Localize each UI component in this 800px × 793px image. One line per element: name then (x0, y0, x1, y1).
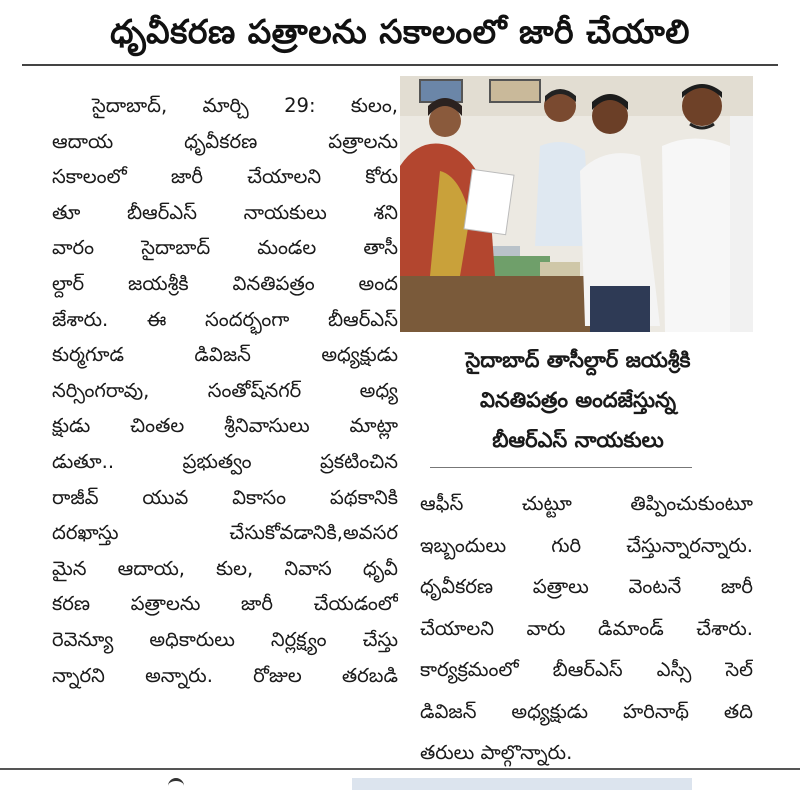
article-line: సకాలంలో జారీ చేయాలని కోరు (52, 165, 398, 189)
article-line: జేశారు. ఈ సందర్భంగా బీఆర్ఎస్ (52, 307, 398, 331)
article-line: చేయాలని వారు డిమాండ్ చేశారు. (420, 616, 753, 640)
article-line: కార్యక్రమంలో బీఆర్ఎస్ ఎస్సీ సెల్ (420, 658, 753, 681)
article-line: రెవెన్యూ అధికారులు నిర్లక్ష్యం చేస్తు (52, 627, 398, 651)
article-line: ఆదాయ ధృవీకరణ పత్రాలను (52, 129, 398, 153)
article-left-column (52, 88, 398, 693)
article-line: డుతూ.. ప్రభుత్వం ప్రకటించిన (52, 449, 398, 473)
article-line: రాజీవ్ యువ వికాసం పథకానికి (52, 485, 398, 509)
headline-rule (22, 64, 778, 66)
photo-caption (402, 340, 754, 460)
article-line: క్షుడు చింతల శ్రీనివాసులు మాట్లా (52, 414, 398, 438)
caption-line: వినతిపత్రం అందజేస్తున్న (480, 388, 676, 412)
caption-line: సైదాబాద్ తాసీల్దార్ జయశ్రీకి (465, 348, 691, 372)
article-line: సైదాబాద్, మార్చి 29: కులం, (92, 94, 398, 117)
article-line: కుర్మగూడ డివిజన్ అధ్యక్షుడు (52, 343, 398, 367)
article-line: దరఖాస్తు చేసుకోవడానికి,అవసర (52, 521, 398, 545)
article-line: డివిజన్ అధ్యక్షుడు హరినాథ్ తది (420, 699, 753, 723)
article-right-column (420, 483, 753, 774)
article-line: ధృవీకరణ పత్రాలు వెంటనే జారీ (420, 575, 753, 598)
article-line: వారం సైదాబాద్ మండల తాసీ (52, 236, 398, 260)
caption-divider (430, 467, 692, 468)
news-photo-illustration (400, 76, 753, 332)
next-article-bar (352, 778, 692, 790)
headline: ధృవీకరణ పత్రాలను సకాలంలో జారీ చేయాలి (110, 12, 690, 51)
article-line: తరులు పాల్గొన్నారు. (420, 741, 573, 764)
caption-line: బీఆర్ఎస్ నాయకులు (492, 428, 664, 452)
article-line: న్నారని అన్నారు. రోజుల తరబడి (52, 663, 398, 687)
page-bottom-rule (0, 768, 800, 770)
article-line: ఇబ్బందులు గురి చేస్తున్నారన్నారు. (420, 533, 753, 557)
article-line: ల్దార్ జయశ్రీకి వినతిపత్రం అంద (52, 271, 398, 295)
news-photo (400, 76, 753, 332)
article-line: నర్సింగరావు, సంతోష్‌నగర్ అధ్య (52, 378, 398, 402)
article-line: ఆఫీస్ చుట్టూ తిప్పించుకుంటూ (420, 492, 753, 515)
article-line: కరణ పత్రాలను జారీ చేయడంలో (52, 592, 398, 616)
article-line: మైన ఆదాయ, కుల, నివాస ధృవీ (52, 556, 398, 580)
next-article-fragment (168, 778, 184, 793)
article-line: తూ బీఆర్ఎస్ నాయకులు శని (52, 200, 398, 224)
